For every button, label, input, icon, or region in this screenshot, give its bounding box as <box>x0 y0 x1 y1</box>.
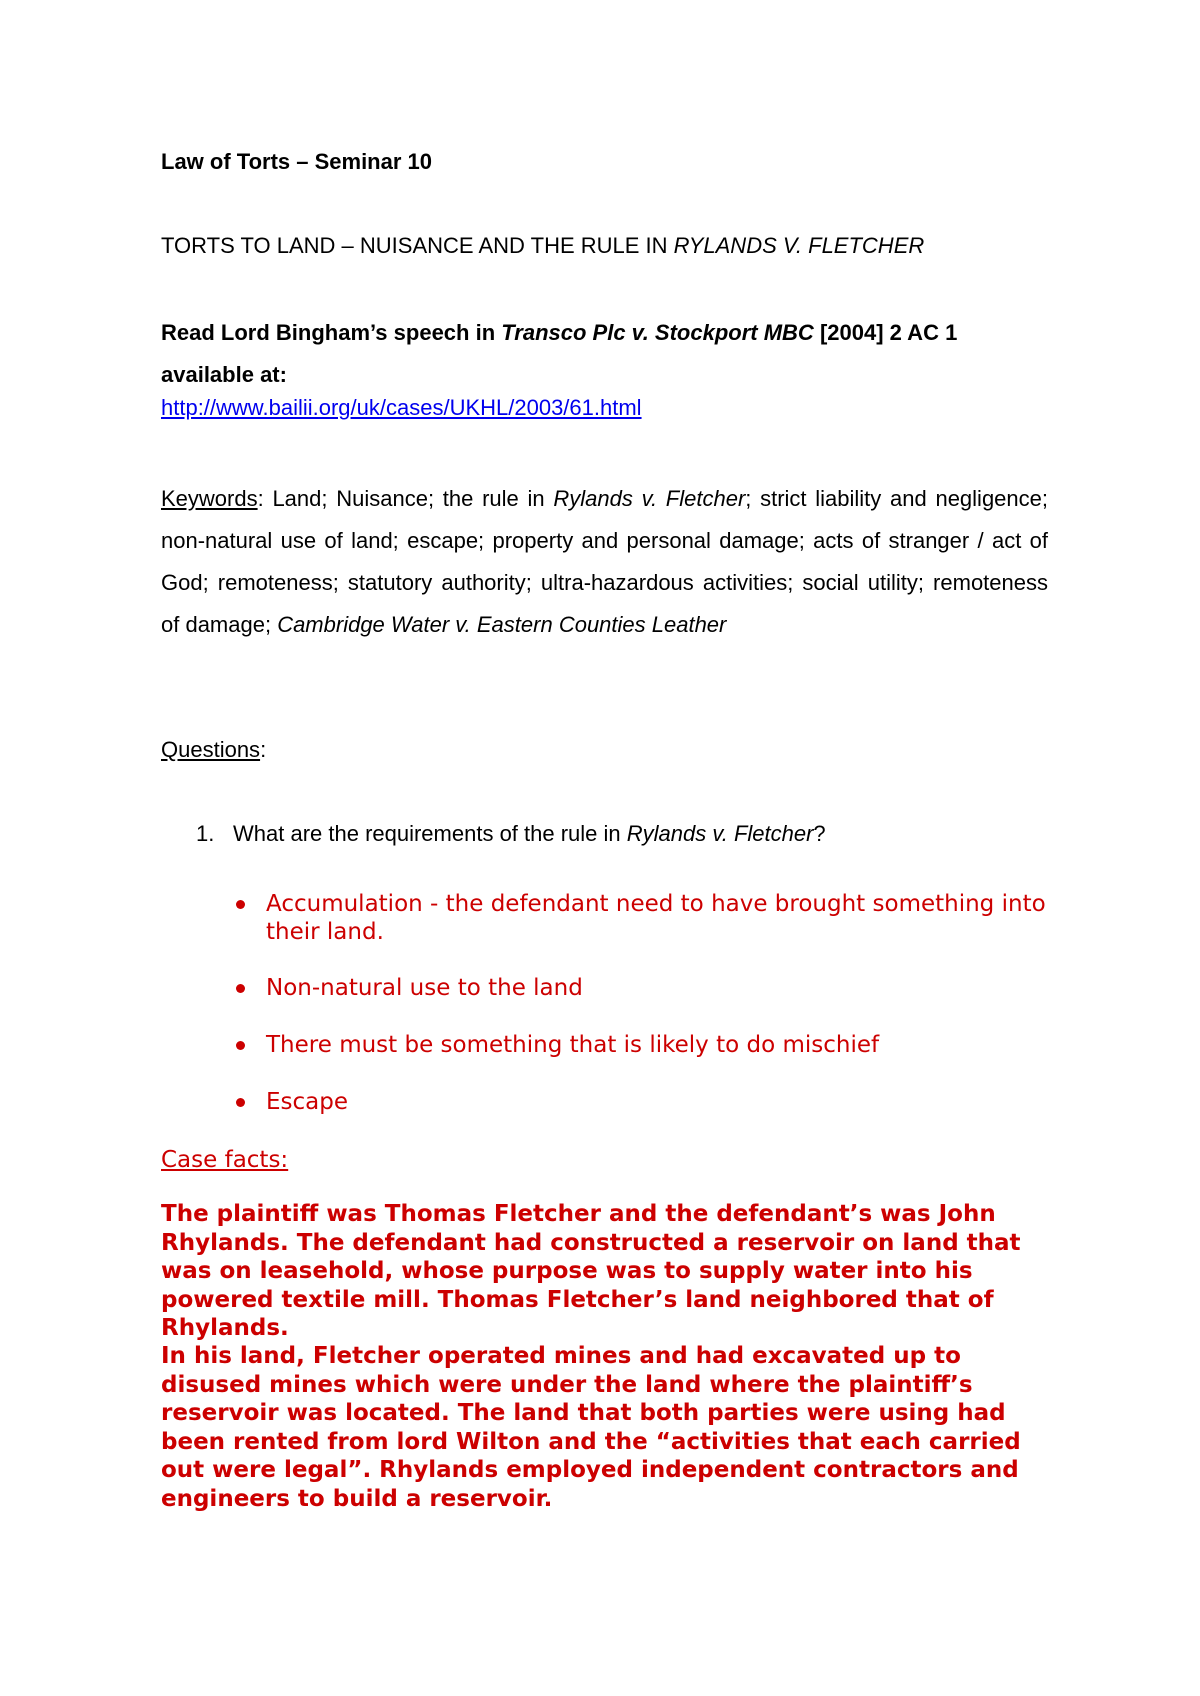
reading-post: [2004] 2 AC 1 available at: <box>161 320 958 387</box>
bailii-link[interactable]: http://www.bailii.org/uk/cases/UKHL/2003/61.html <box>161 395 642 420</box>
answer-item <box>266 974 1046 1002</box>
keywords-paragraph <box>161 478 1048 646</box>
keywords-case-2: Cambridge Water v. Eastern Counties Leather <box>277 612 727 637</box>
bullet-dot-icon <box>236 984 245 993</box>
case-facts-heading: Case facts: <box>161 1147 289 1173</box>
reading-instruction <box>161 312 1048 396</box>
question-1 <box>196 820 826 848</box>
reading-pre: Read Lord Bingham’s speech in <box>161 320 502 345</box>
bullet-dot-icon <box>236 1041 245 1050</box>
keywords-text-1: Land; Nuisance; the rule in <box>263 486 554 511</box>
keywords-colon: : <box>257 486 264 511</box>
bullet-dot-icon <box>236 900 245 909</box>
questions-label: Questions <box>161 737 261 762</box>
keywords-case-1: Rylands v. Fletcher <box>553 486 746 511</box>
subtitle-text: TORTS TO LAND – NUISANCE AND THE RULE IN <box>161 233 674 258</box>
document-subtitle <box>161 232 1048 260</box>
bullet-dot-icon <box>236 1098 245 1107</box>
reading-link-line <box>161 394 1048 422</box>
question-1-case: Rylands v. Fletcher <box>626 821 814 846</box>
questions-colon: : <box>260 737 267 762</box>
answer-text: Escape <box>266 1089 349 1115</box>
answer-text: Accumulation - the defendant need to have brought something into their land. <box>266 891 1046 945</box>
questions-heading <box>161 736 1048 764</box>
answer-item <box>266 1031 1046 1059</box>
answer-text: There must be something that is likely to do mischief <box>266 1032 880 1058</box>
subtitle-case-name: RYLANDS V. FLETCHER <box>673 233 925 258</box>
reading-case-name: Transco Plc v. Stockport MBC <box>501 320 814 345</box>
case-facts-paragraph-2: In his land, Fletcher operated mines and had excavated up to disused mines which were under the land where the plaintiff’s reservoir was located. The land that both parties were using had been rented from lord Wilton and the “activities that each carried out were legal”. Rhylands employed independent contractors and engineers to build a reservoir. <box>161 1343 1021 1512</box>
question-1-end: ? <box>813 821 826 846</box>
answer-item <box>266 1088 1046 1116</box>
question-1-text: What are the requirements of the rule in <box>233 821 627 846</box>
answer-item <box>266 890 1046 946</box>
keywords-label: Keywords <box>161 486 258 511</box>
answer-text: Non-natural use to the land <box>266 975 583 1001</box>
document-title: Law of Torts – Seminar 10 <box>161 149 433 174</box>
case-facts-paragraph-1: The plaintiff was Thomas Fletcher and the defendant’s was John Rhylands. The defendant had constructed a reservoir on land that was on leasehold, whose purpose was to supply water into his powered textile mill. Thomas Fletcher’s land neighbored that of Rhylands. <box>161 1201 1021 1341</box>
keywords-text-2: ; strict liability and negligence; non-natural use of land; escape; property and personal damage; acts of stranger / act of God; remoteness; statutory authority; ultra-hazardous activities; social utility; remoteness of damage; <box>161 486 1048 637</box>
question-1-number: 1. <box>196 821 215 846</box>
